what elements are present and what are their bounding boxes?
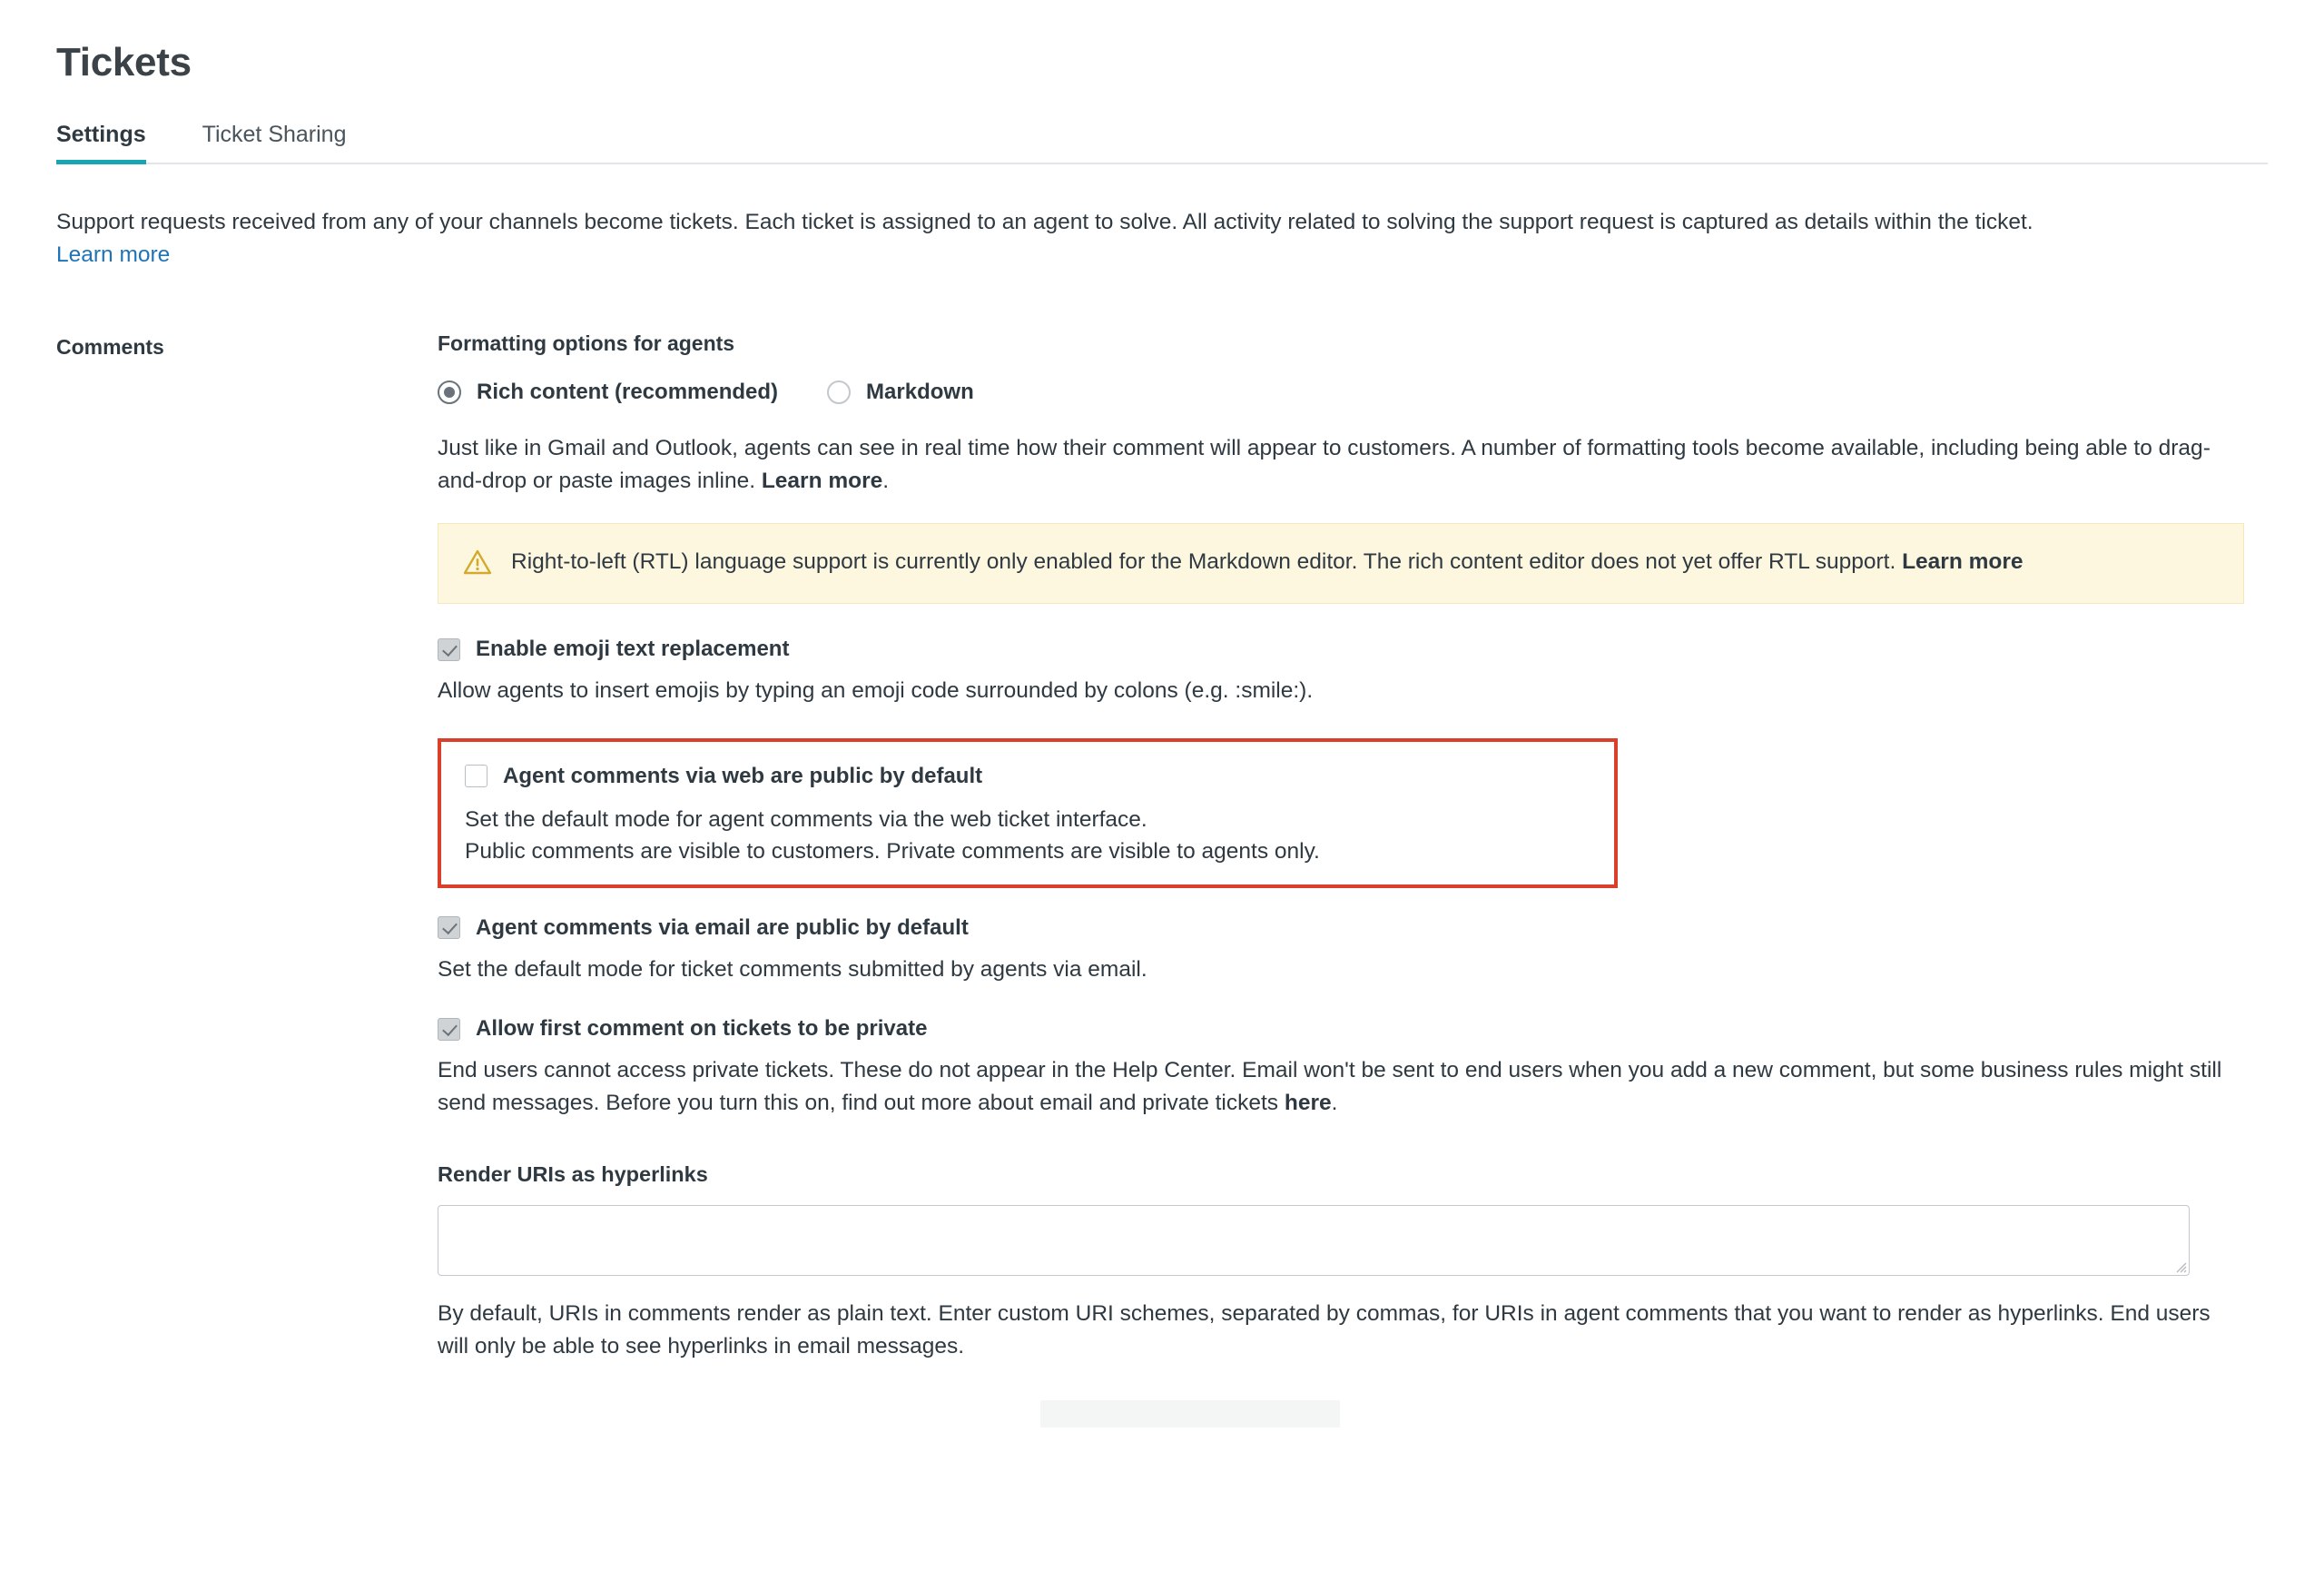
- render-uris-label: Render URIs as hyperlinks: [438, 1162, 708, 1187]
- bottom-strip: [438, 1400, 2244, 1437]
- first-comment-private-description-text: End users cannot access private tickets. These do not appear in the Help Center. Email won't be sent to end users when you add a new comment, but some business rules might still send messages. Before you turn this on, find out more about email and private tickets: [438, 1058, 2222, 1115]
- page-title: Tickets: [56, 40, 192, 84]
- page-intro-learn-more-link[interactable]: Learn more: [56, 242, 171, 267]
- enable-emoji-description: Allow agents to insert emojis by typing an emoji code surrounded by colons (e.g. :smile:).: [438, 678, 1314, 703]
- first-comment-private-description: [438, 1054, 2244, 1119]
- checkbox-first-comment-private-label: Allow first comment on tickets to be private: [476, 1016, 928, 1042]
- tab-bar: [56, 122, 2268, 164]
- tab-ticket-sharing[interactable]: Ticket Sharing: [202, 122, 347, 147]
- radio-rich-content-label: Rich content (recommended): [477, 380, 779, 404]
- comments-section: [56, 331, 2268, 1437]
- checkbox-email-public[interactable]: [438, 915, 2244, 941]
- comments-section-label: Comments: [56, 335, 164, 359]
- checkbox-email-public-box[interactable]: [438, 916, 460, 939]
- checkbox-first-comment-private-box[interactable]: [438, 1018, 460, 1041]
- page-intro: [56, 206, 2035, 272]
- checkbox-web-public-label: Agent comments via web are public by default: [503, 763, 983, 788]
- checkbox-first-comment-private[interactable]: [438, 1016, 2244, 1042]
- radio-markdown[interactable]: [827, 380, 974, 405]
- web-public-description-line1: Set the default mode for agent comments via the web ticket interface.: [465, 806, 1147, 832]
- rtl-warning-text: Right-to-left (RTL) language support is currently only enabled for the Markdown editor. The rich content editor does not yet offer RTL support.: [511, 549, 1896, 574]
- formatting-learn-more-link[interactable]: Learn more: [761, 469, 883, 493]
- formatting-description-end: .: [882, 469, 890, 493]
- checkbox-enable-emoji[interactable]: [438, 637, 2244, 662]
- formatting-options-label: Formatting options for agents: [438, 331, 735, 355]
- render-uris-input[interactable]: [438, 1205, 2190, 1276]
- checkbox-web-public-box[interactable]: [465, 765, 487, 787]
- email-public-description: Set the default mode for ticket comments submitted by agents via email.: [438, 956, 1147, 982]
- web-public-description-line2: Public comments are visible to customers. Private comments are visible to agents only.: [465, 839, 1320, 865]
- checkbox-web-public[interactable]: [465, 764, 1590, 789]
- render-uris-field-wrap: [438, 1205, 2190, 1276]
- radio-markdown-label: Markdown: [866, 380, 974, 404]
- tab-settings[interactable]: Settings: [56, 122, 146, 163]
- checkbox-enable-emoji-box[interactable]: [438, 638, 460, 661]
- formatting-options-radio-group: [438, 380, 2244, 405]
- first-comment-private-description-end: .: [1331, 1090, 1338, 1115]
- page-intro-text: Support requests received from any of your channels become tickets. Each ticket is assigned to an agent to solve. All activity related to solving the support request is captured as details within the ticket.: [56, 210, 2034, 234]
- checkbox-enable-emoji-label: Enable emoji text replacement: [476, 637, 790, 661]
- formatting-description-text: Just like in Gmail and Outlook, agents can see in real time how their comment will appear to customers. A number of formatting tools become available, including being able to drag-and-drop or paste images inline.: [438, 436, 2211, 493]
- checkbox-email-public-label: Agent comments via email are public by default: [476, 914, 969, 940]
- web-public-highlight-box: [438, 738, 1618, 888]
- warning-icon: [464, 549, 491, 579]
- radio-rich-content-indicator[interactable]: [438, 380, 461, 404]
- formatting-description: [438, 432, 2244, 498]
- comments-section-body: [438, 331, 2244, 1437]
- first-comment-private-here-link[interactable]: here: [1284, 1090, 1332, 1115]
- rtl-warning-text-wrap: [511, 546, 2024, 579]
- rtl-warning-alert: [438, 523, 2244, 604]
- radio-markdown-indicator[interactable]: [827, 380, 851, 404]
- radio-rich-content[interactable]: [438, 380, 778, 405]
- render-uris-description: By default, URIs in comments render as plain text. Enter custom URI schemes, separated by commas, for URIs in agent comments that you want to render as hyperlinks. End users will only be able to see hyperlinks in email messages.: [438, 1301, 2211, 1359]
- bottom-placeholder-block: [1040, 1400, 1340, 1428]
- rtl-warning-learn-more-link[interactable]: Learn more: [1902, 549, 2024, 574]
